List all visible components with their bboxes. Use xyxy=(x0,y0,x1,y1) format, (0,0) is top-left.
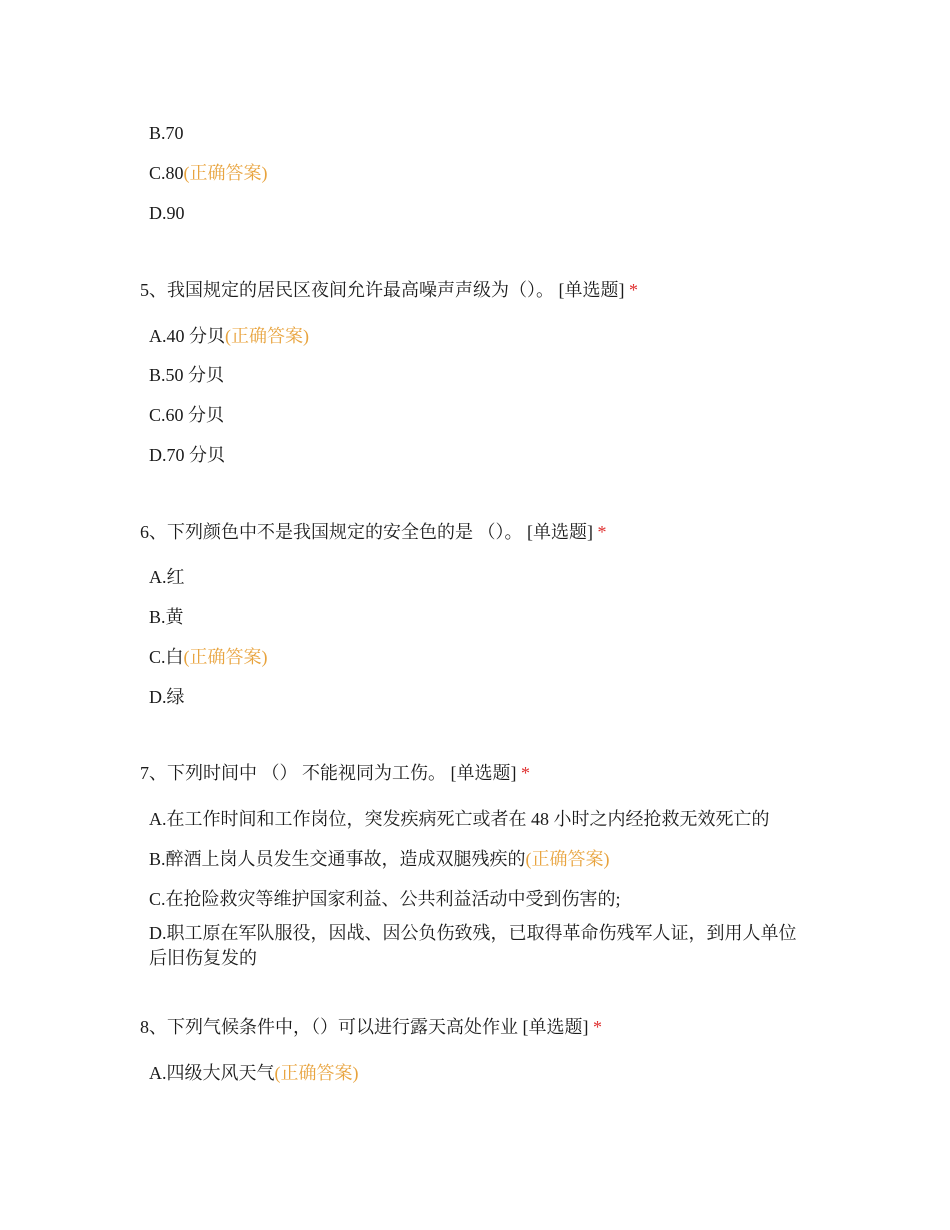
q7-option-d: D.职工原在军队服役，因战、因公负伤致残，已取得革命伤残军人证，到用人单位后旧伤复发的 xyxy=(149,923,797,968)
q6-option-c: C.白(正确答案) xyxy=(149,647,268,667)
correct-answer-tag: (正确答案) xyxy=(225,326,309,346)
q5-option-c: C.60 分贝 xyxy=(149,405,225,425)
q7-option-c: C.在抢险救灾等维护国家利益、公共利益活动中受到伤害的; xyxy=(149,889,621,909)
required-marker: * xyxy=(597,522,607,542)
q6-option-a: A.红 xyxy=(149,567,185,587)
required-marker: * xyxy=(593,1017,602,1037)
q6-title: 6、下列颜色中不是我国规定的安全色的是 （）。 [单选题] * xyxy=(140,522,607,542)
q5-option-a: A.40 分贝(正确答案) xyxy=(149,326,309,346)
q6-option-b: B.黄 xyxy=(149,607,184,627)
required-marker: * xyxy=(521,763,530,783)
q5-title: 5、我国规定的居民区夜间允许最高噪声声级为（）。 [单选题] * xyxy=(140,280,638,300)
q6-option-d: D.绿 xyxy=(149,687,185,707)
q7-option-a: A.在工作时间和工作岗位，突发疾病死亡或者在 48 小时之内经抢救无效死亡的 xyxy=(149,809,770,829)
required-marker: * xyxy=(629,280,638,300)
q7-title: 7、下列时间中 （） 不能视同为工伤。 [单选题] * xyxy=(140,763,530,783)
q4-option-b: B.70 xyxy=(149,123,184,143)
correct-answer-tag: (正确答案) xyxy=(183,163,268,183)
correct-answer-tag: (正确答案) xyxy=(525,849,610,869)
q4-option-d: D.90 xyxy=(149,203,185,223)
q5-option-d: D.70 分贝 xyxy=(149,445,225,465)
q8-title: 8、下列气候条件中，（）可以进行露天高处作业 [单选题] * xyxy=(140,1017,602,1037)
q4-option-c: C.80(正确答案) xyxy=(149,163,268,183)
correct-answer-tag: (正确答案) xyxy=(274,1063,359,1083)
q5-option-b: B.50 分贝 xyxy=(149,365,225,385)
q8-option-a: A.四级大风天气(正确答案) xyxy=(149,1063,359,1083)
q7-option-b: B.醉酒上岗人员发生交通事故，造成双腿残疾的(正确答案) xyxy=(149,849,610,869)
correct-answer-tag: (正确答案) xyxy=(183,647,268,667)
